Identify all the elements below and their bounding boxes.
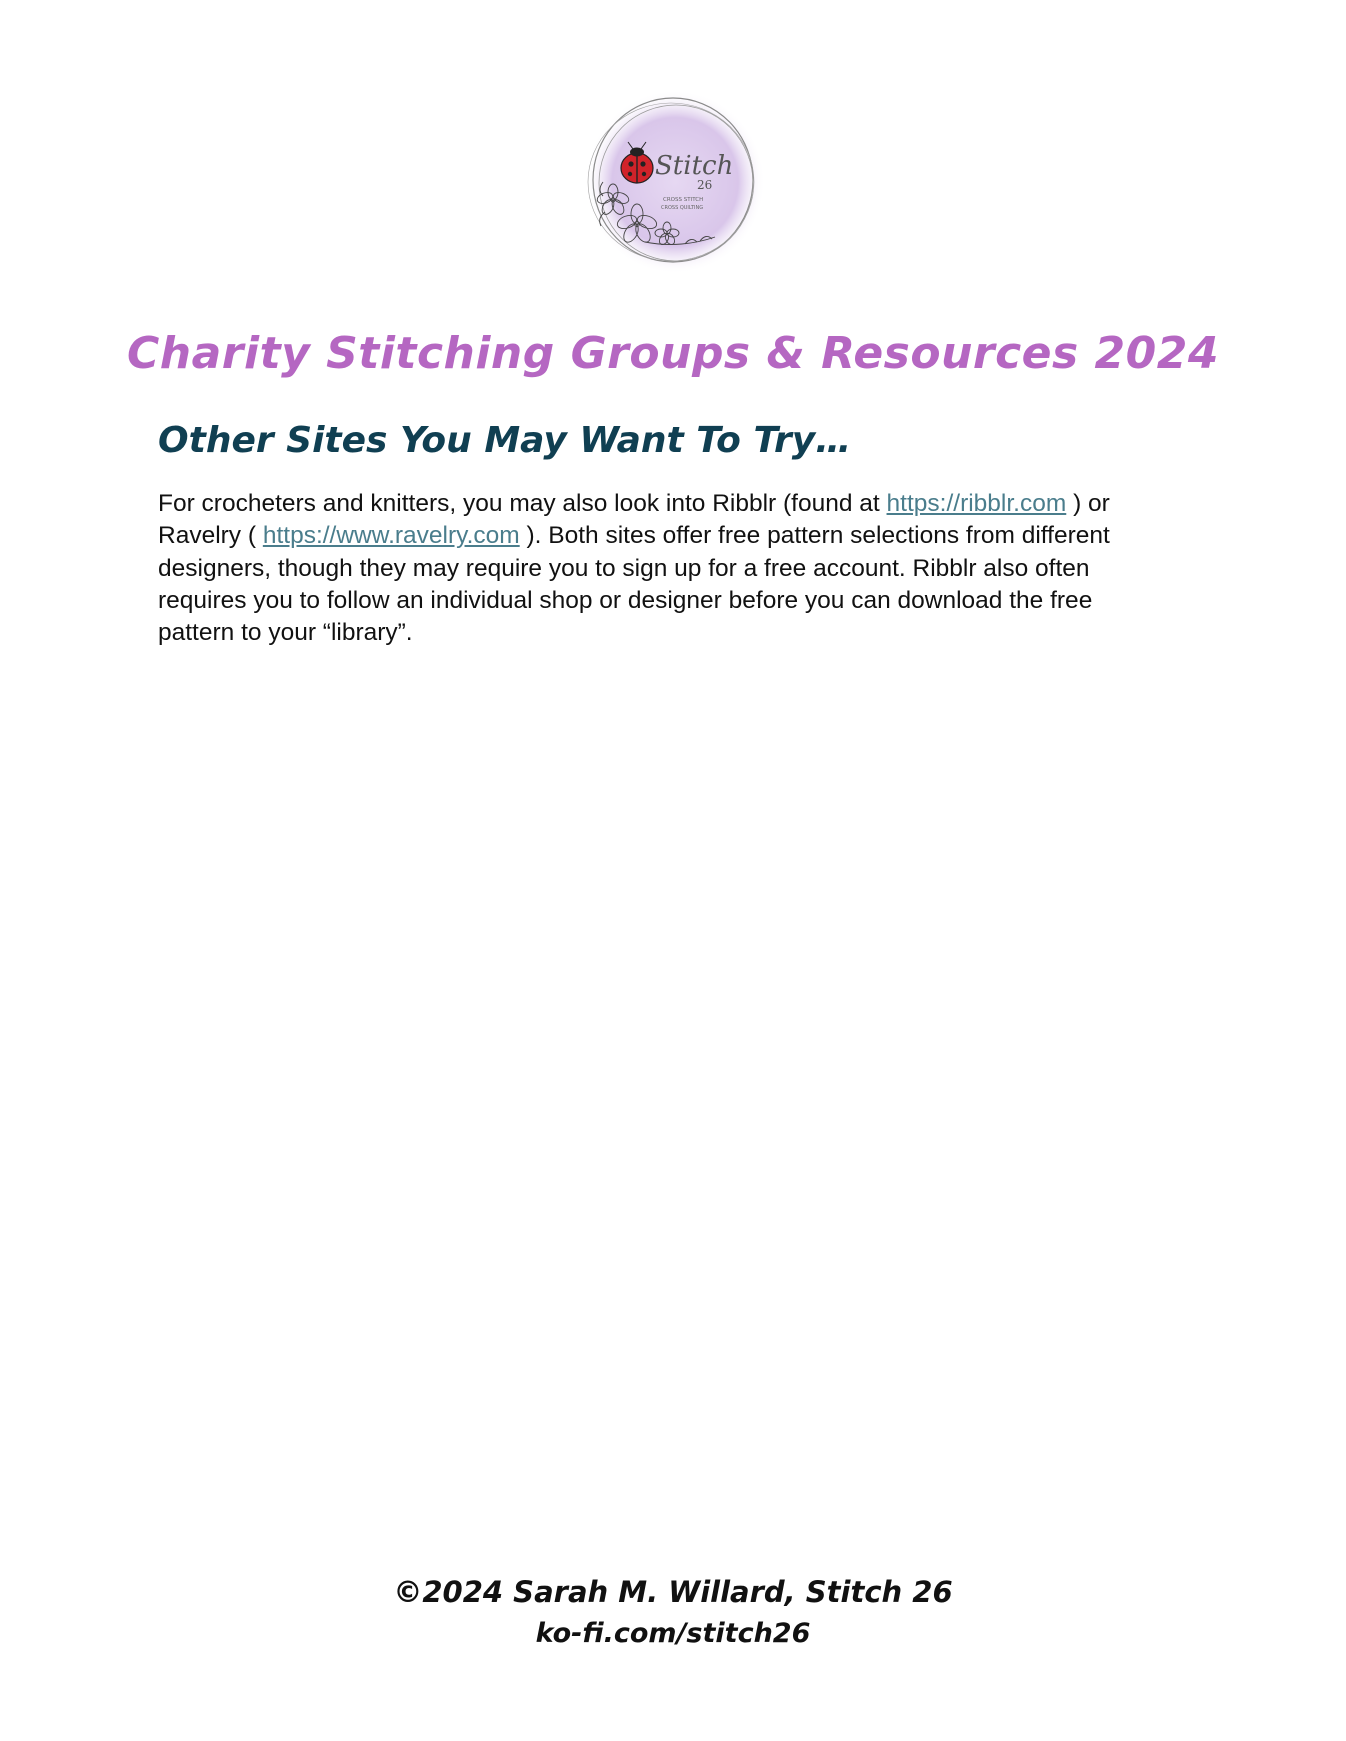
paragraph-text-2: ) or Ravelry ( [158, 490, 1110, 550]
paragraph-text-3: ). Both sites offer free pattern selections from different designers, though they may require you to sign up for a free account. Ribblr also often requires you to follow an individual shop or designer before you can download the free pattern to your “library”. [158, 522, 1110, 647]
footer-kofi-link: ko-fi.com/stitch26 [535, 1618, 811, 1649]
logo-tagline-2: CROSS QUILTING [661, 205, 704, 211]
body-paragraph [158, 488, 1168, 649]
ravelry-link[interactable]: https://www.ravelry.com [262, 522, 520, 550]
logo-brand-text: Stitch [655, 151, 734, 181]
ribblr-link[interactable]: https://ribblr.com [886, 490, 1067, 517]
footer-copyright: ©2024 Sarah M. Willard, Stitch 26 [393, 1575, 953, 1609]
page-title: Charity Stitching Groups & Resources 2024 [126, 328, 1219, 379]
paragraph-text-1: For crocheters and knitters, you may also look into Ribblr (found at [158, 490, 887, 517]
section-heading: Other Sites You May Want To Try… [158, 420, 852, 461]
stitch26-logo [575, 82, 775, 282]
logo-graphic [575, 82, 775, 282]
logo-brand-number: 26 [697, 178, 713, 192]
logo-tagline-1: CROSS STITCH [663, 197, 704, 203]
